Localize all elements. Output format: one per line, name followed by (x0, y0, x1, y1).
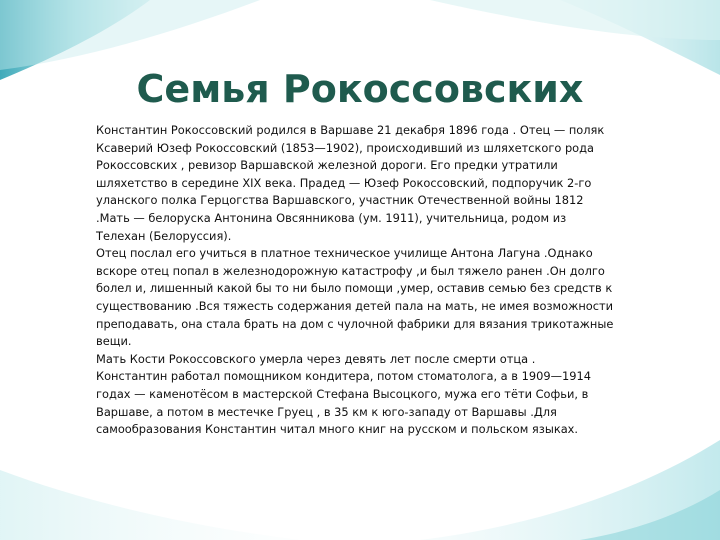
top-left-swoosh-light (0, 0, 260, 70)
paragraph-origin: Константин Рокоссовский родился в Варшаве 21 декабря 1896 года . Отец — поляк Ксаверий Юзеф Рокоссовский (1853—1902), происходивший из шляхетского рода Рокоссовских , ревизор Варшавской железной дороги. Его предки утратили шляхетство в середине XIX века. Прадед — Юзеф Рокоссовский, подпоручик 2-го уланского полка Герцогства Варшавского, участник Отечественной войны 1812 .Мать — белоруска Антонина Овсянникова (ум. 1911), учительница, родом из Телехан (Белоруссия). (96, 123, 605, 243)
paragraph-father: Отец послал его учиться в платное техническое училище Антона Лагуна .Однако вскоре отец попал в железнодорожную катастрофу ,и был тяжело ранен .Он долго болел и, лишенный какой бы то ни было помощи ,умер, оставив семью без средств к существованию .Вся тяжесть содержания детей пала на мать, не имея возможности преподавать, она стала брать на дом с чулочной фабрики для вязания трикотажные вещи. (96, 246, 614, 349)
slide-body-text (96, 122, 616, 439)
top-right-swoosh-light (430, 0, 720, 40)
paragraph-work: Константин работал помощником кондитера, потом стоматолога, а в 1909—1914 годах — каменотёсом в мастерской Стефана Высоцкого, мужа его тёти Софьи, в Варшаве, а потом в местечке Груец , в 35 км к юго-западу от Варшавы .Для самообразования Константин читал много книг на русском и польском языках. (96, 369, 591, 437)
paragraph-mother: Мать Кости Рокоссовского умерла через девять лет после смерти отца . (96, 351, 536, 366)
bottom-left-swoosh (0, 470, 300, 540)
slide-title: Семья Рокоссовских (136, 67, 584, 111)
